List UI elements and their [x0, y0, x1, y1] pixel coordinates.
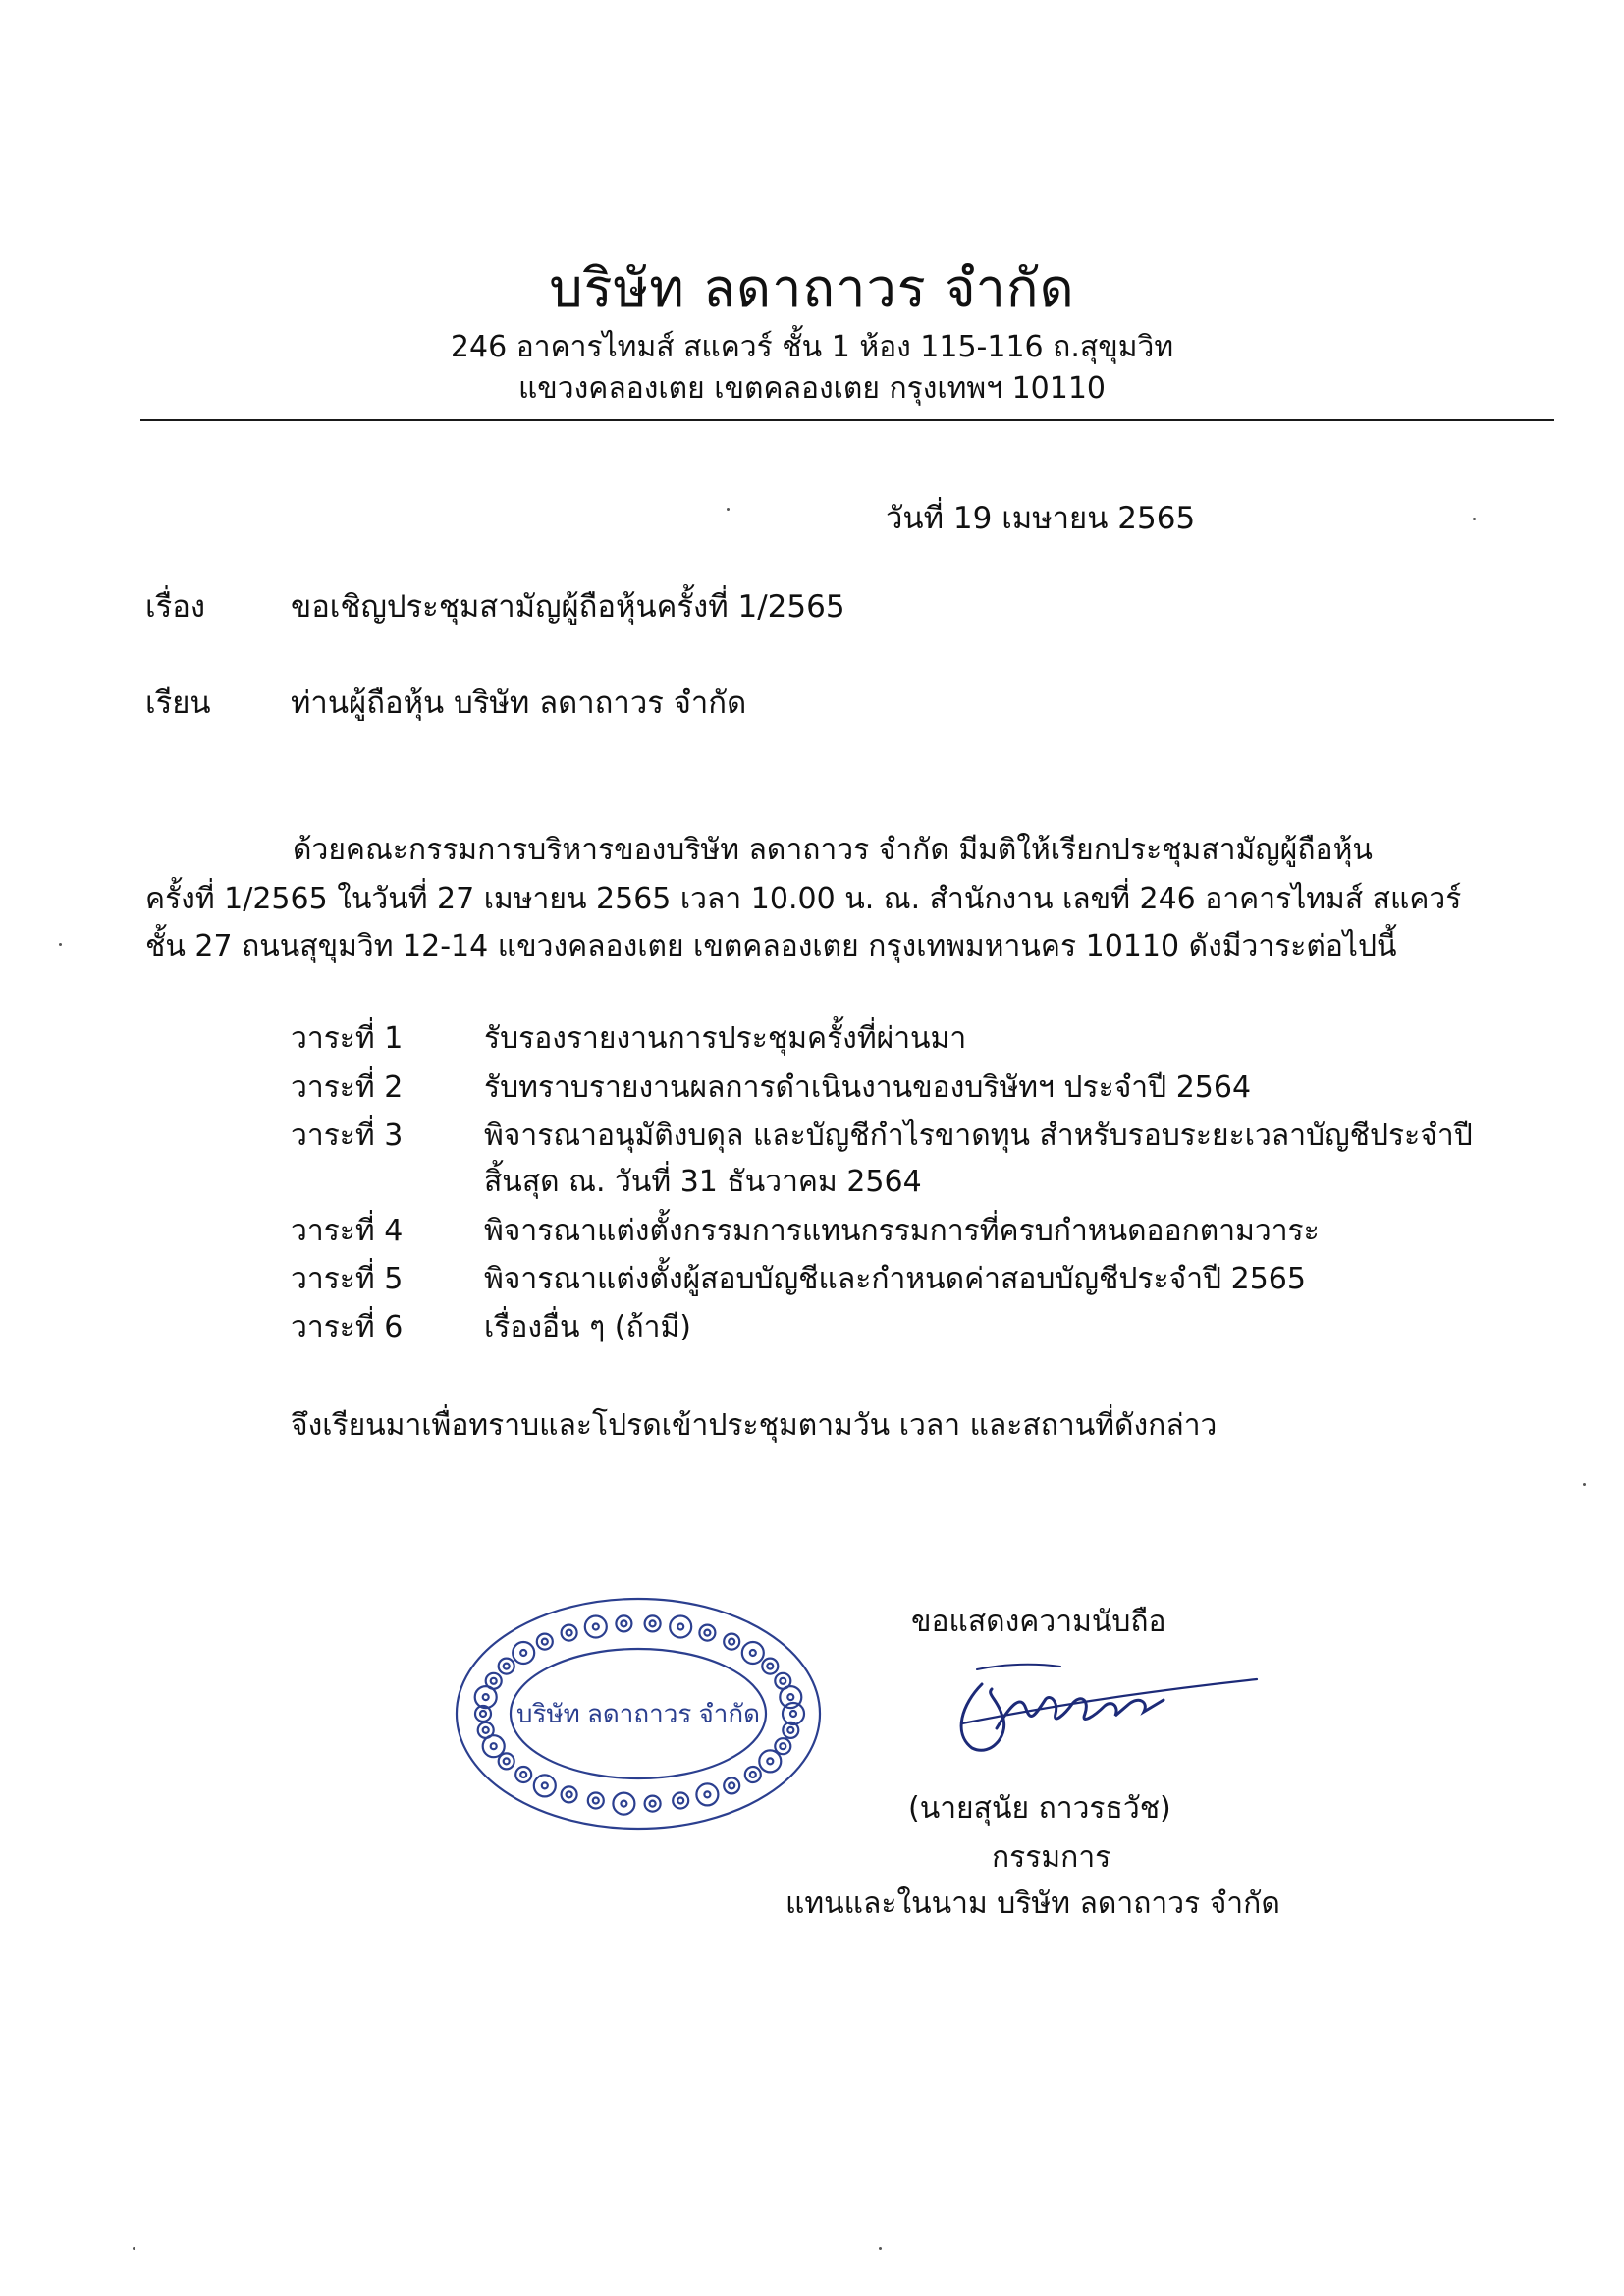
seal-flower	[724, 1634, 739, 1650]
agenda-item-3-label: วาระที่ 3	[291, 1119, 404, 1153]
scan-speck	[879, 2247, 882, 2250]
seal-flower-center	[504, 1664, 510, 1669]
seal-flower-center	[704, 1630, 710, 1636]
agenda-item-6-label: วาระที่ 6	[291, 1310, 404, 1344]
seal-flower	[759, 1750, 781, 1772]
seal-flower	[562, 1786, 577, 1802]
seal-flower-center	[593, 1798, 599, 1804]
seal-flower-center	[480, 1711, 486, 1717]
seal-flower	[742, 1642, 764, 1664]
seal-flower-center	[483, 1694, 489, 1700]
seal-flower-center	[677, 1624, 683, 1630]
body-line-1: ด้วยคณะกรรมการบริหารของบริษัท ลดาถาวร จำกัด มีมติให้เรียกประชุมสามัญผู้ถือหุ้น	[293, 833, 1373, 867]
seal-flower	[499, 1753, 514, 1769]
seal-flower	[562, 1625, 577, 1641]
seal-flower-center	[542, 1639, 548, 1645]
seal-flower	[645, 1796, 661, 1812]
agenda-item-6-text: เรื่องอื่น ๆ (ถ้ามี)	[484, 1310, 691, 1344]
seal-flower-center	[767, 1664, 773, 1669]
seal-flower	[537, 1634, 553, 1650]
seal-flower	[724, 1777, 739, 1793]
company-name: บริษัท ลดาถาวร จำกัด	[549, 257, 1075, 319]
seal-flower	[762, 1659, 778, 1674]
seal-flower	[499, 1659, 514, 1674]
closing-sentence: จึงเรียนมาเพื่อทราบและโปรดเข้าประชุมตามวัน เวลา และสถานที่ดังกล่าว	[291, 1408, 1218, 1443]
body-line-3: ชั้น 27 ถนนสุขุมวิท 12-14 แขวงคลองเตย เขตคลองเตย กรุงเทพมหานคร 10110 ดังมีวาระต่อไปนี้	[145, 929, 1397, 963]
agenda-item-4-text: พิจารณาแต่งตั้งกรรมการแทนกรรมการที่ครบกำหนดออกตามวาระ	[484, 1214, 1320, 1248]
seal-flower	[696, 1783, 718, 1805]
seal-text: บริษัท ลดาถาวร จำกัด	[516, 1699, 760, 1728]
seal-flower	[486, 1673, 502, 1689]
seal-flower	[699, 1625, 715, 1641]
seal-flower-center	[621, 1801, 626, 1807]
address-line-1: 246 อาคารไทมส์ สแควร์ ชั้น 1 ห้อง 115-116 ถ.สุขุมวิท	[450, 330, 1174, 364]
seal-flower	[585, 1616, 607, 1638]
seal-flower	[588, 1793, 604, 1809]
seal-flower	[645, 1615, 661, 1631]
seal-flower	[775, 1738, 790, 1754]
agenda-item-3-text-continued: สิ้นสุด ณ. วันที่ 31 ธันวาคม 2564	[484, 1165, 922, 1199]
header-divider	[140, 419, 1554, 421]
agenda-item-3-text: พิจารณาอนุมัติงบดุล และบัญชีกำไรขาดทุน สำหรับรอบระยะเวลาบัญชีประจำปี	[484, 1119, 1473, 1153]
seal-flower-center	[520, 1772, 526, 1777]
seal-flower-center	[567, 1630, 572, 1636]
seal-flower-center	[650, 1620, 656, 1626]
seal-flower-center	[491, 1743, 497, 1749]
subject-text: ขอเชิญประชุมสามัญผู้ถือหุ้นครั้งที่ 1/2565	[291, 589, 845, 625]
scan-speck	[727, 508, 730, 511]
seal-flower-center	[787, 1694, 793, 1700]
seal-flower-center	[542, 1782, 548, 1788]
agenda-item-2-label: วาระที่ 2	[291, 1070, 404, 1105]
on-behalf-of: แทนและในนาม บริษัท ลดาถาวร จำกัด	[785, 1886, 1280, 1921]
seal-flower-center	[520, 1650, 526, 1656]
seal-flower-center	[621, 1620, 626, 1626]
signatory-name: (นายสุนัย ถาวรธวัช)	[908, 1791, 1171, 1826]
seal-flower	[613, 1793, 634, 1815]
agenda-item-1-text: รับรองรายงานการประชุมครั้งที่ผ่านมา	[484, 1021, 967, 1056]
body-line-2: ครั้งที่ 1/2565 ในวันที่ 27 เมษายน 2565 เวลา 10.00 น. ณ. สำนักงาน เลขที่ 246 อาคารไทมส์ สแควร์	[145, 882, 1462, 916]
recipient-text: ท่านผู้ถือหุ้น บริษัท ลดาถาวร จำกัด	[291, 685, 747, 721]
scan-speck	[1583, 1483, 1586, 1486]
seal-flower-center	[491, 1678, 497, 1684]
seal-flower-center	[729, 1639, 734, 1645]
agenda-item-4-label: วาระที่ 4	[291, 1214, 404, 1248]
seal-flower	[670, 1616, 691, 1638]
agenda-item-5-text: พิจารณาแต่งตั้งผู้สอบบัญชีและกำหนดค่าสอบบัญชีประจำปี 2565	[484, 1262, 1306, 1296]
seal-flower	[616, 1615, 631, 1631]
seal-flower	[745, 1767, 761, 1782]
seal-flower-center	[650, 1801, 656, 1807]
seal-flower	[673, 1793, 688, 1809]
seal-flower-center	[790, 1711, 796, 1717]
agenda-item-5-label: วาระที่ 5	[291, 1262, 404, 1296]
agenda-item-1-label: วาระที่ 1	[291, 1021, 404, 1056]
agenda-item-2-text: รับทราบรายงานผลการดำเนินงานของบริษัทฯ ประจำปี 2564	[484, 1070, 1252, 1105]
seal-flower-center	[483, 1727, 489, 1733]
subject-label: เรื่อง	[145, 589, 206, 625]
seal-flower	[780, 1686, 801, 1708]
signatory-position: กรรมการ	[992, 1840, 1111, 1875]
seal-flower-center	[767, 1758, 773, 1764]
seal-flower-center	[787, 1727, 793, 1733]
seal-flower	[513, 1642, 534, 1664]
seal-flower-center	[729, 1782, 734, 1788]
signature	[943, 1655, 1267, 1763]
seal-flower-center	[567, 1791, 572, 1797]
seal-flower-center	[780, 1743, 785, 1749]
seal-flower-center	[750, 1650, 756, 1656]
seal-flower-center	[504, 1758, 510, 1764]
address-line-2: แขวงคลองเตย เขตคลองเตย กรุงเทพฯ 10110	[517, 371, 1107, 406]
seal-flower-center	[677, 1798, 683, 1804]
recipient-label: เรียน	[145, 685, 211, 721]
seal-flower-center	[750, 1772, 756, 1777]
scan-speck	[1473, 518, 1476, 520]
seal-flower-center	[593, 1624, 599, 1630]
regards-text: ขอแสดงความนับถือ	[911, 1605, 1166, 1639]
seal-flower-center	[780, 1678, 785, 1684]
seal-flower	[534, 1775, 556, 1796]
seal-flower-center	[704, 1791, 710, 1797]
scan-speck	[59, 943, 62, 946]
scan-speck	[133, 2247, 135, 2250]
company-seal	[447, 1591, 830, 1836]
letter-date: วันที่ 19 เมษายน 2565	[886, 501, 1196, 536]
seal-flower	[515, 1767, 531, 1782]
seal-flower	[478, 1722, 494, 1738]
